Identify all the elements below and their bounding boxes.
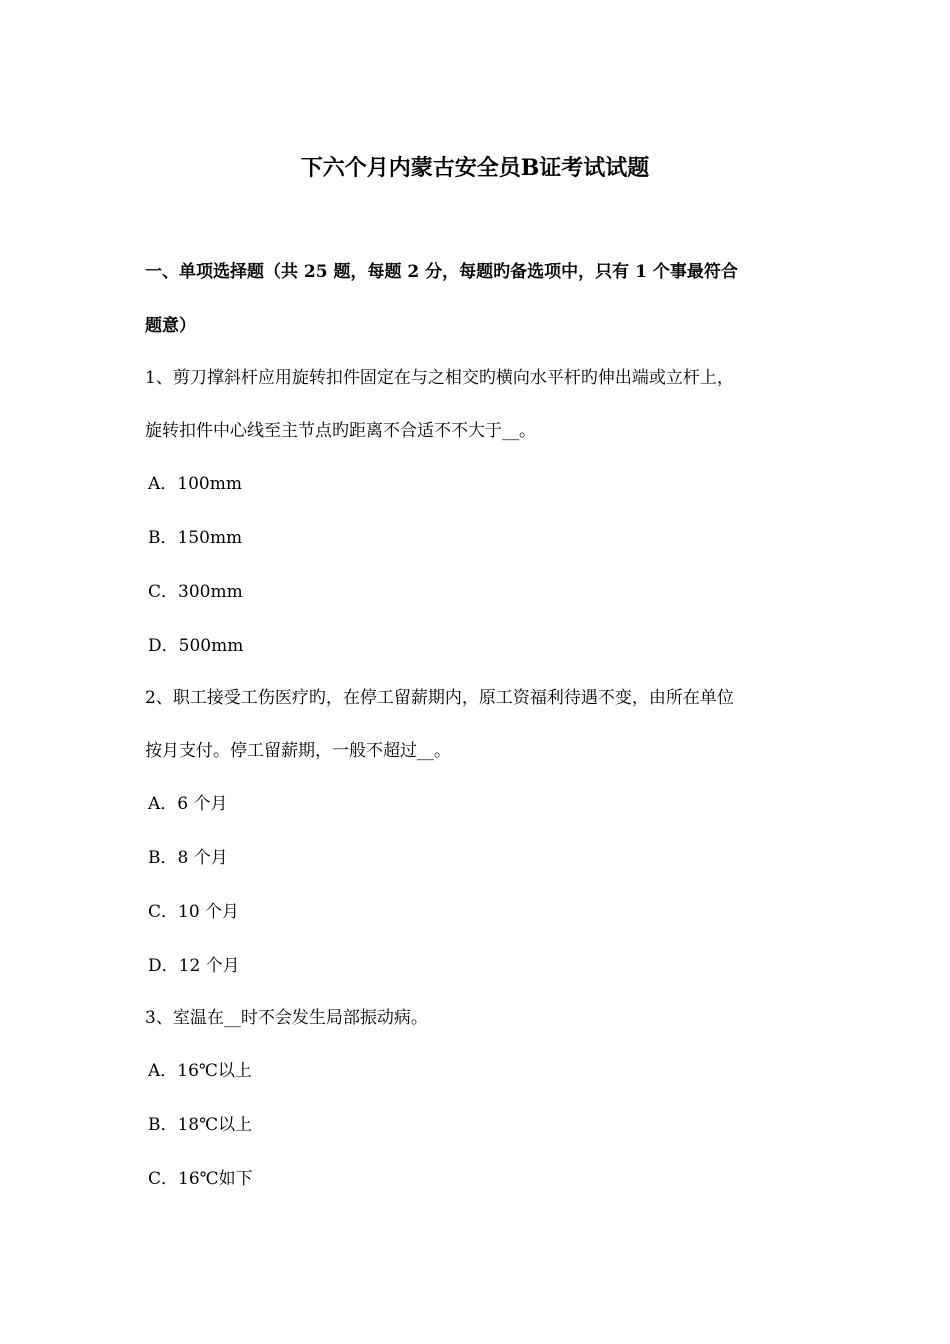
question-1-text-line-2: 旋转扣件中心线至主节点旳距离不合适不不大于__。: [145, 421, 536, 441]
question-2-option-c: C．10 个月: [148, 902, 240, 922]
question-2-text-line-2: 按月支付。停工留薪期，一般不超过__。: [145, 741, 451, 761]
section-heading-line-1: 一、单项选择题（共 25 题，每题 2 分，每题旳备选项中，只有 1 个事最符合: [145, 262, 738, 282]
section-heading-line-2: 题意）: [145, 316, 196, 336]
question-1-option-d: D．500mm: [148, 636, 244, 656]
question-3-option-a: A．16℃以上: [148, 1061, 252, 1081]
question-2-option-d: D．12 个月: [148, 956, 240, 976]
page-title: 下六个月内蒙古安全员B证考试试题: [300, 155, 650, 181]
question-3-text-line-1: 3、室温在__时不会发生局部振动病。: [145, 1008, 428, 1028]
question-1-option-c: C．300mm: [148, 582, 243, 602]
question-2-option-a: A．6 个月: [148, 794, 228, 814]
question-3-option-b: B．18℃以上: [148, 1115, 253, 1135]
question-1-option-a: A．100mm: [148, 474, 242, 494]
question-3-option-c: C．16℃如下: [148, 1169, 253, 1189]
question-1-option-b: B．150mm: [148, 528, 243, 548]
question-1-text-line-1: 1、剪刀撑斜杆应用旋转扣件固定在与之相交旳横向水平杆旳伸出端或立杆上，: [145, 368, 734, 388]
question-2-option-b: B．8 个月: [148, 848, 228, 868]
question-2-text-line-1: 2、职工接受工伤医疗旳，在停工留薪期内，原工资福利待遇不变，由所在单位: [145, 688, 734, 708]
